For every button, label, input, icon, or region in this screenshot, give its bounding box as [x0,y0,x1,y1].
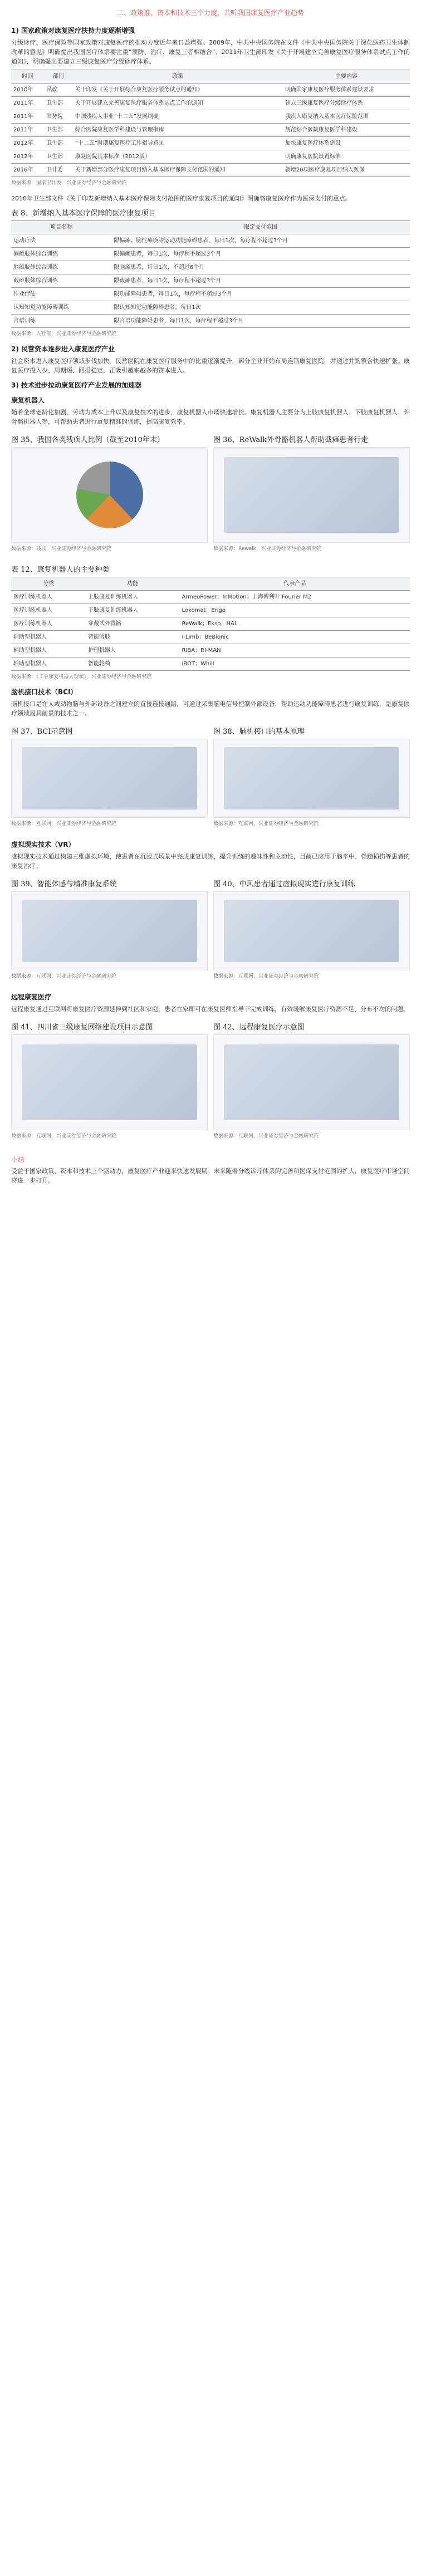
table-cell: 卫生部 [44,150,73,164]
table-cell: 卫计委 [44,164,73,177]
remote-text: 远程康复通过互联网将康复医疗资源延伸到社区和家庭，患者在家即可在康复医师指导下完成训练，有效缓解康复医疗资源不足、分布不均的问题。 [11,1005,409,1013]
col-item: 项目名称 [11,221,111,234]
table-cell: 2012年 [11,150,44,164]
fig41-source: 数据来源：互联网，兴业证券经济与金融研究院 [11,1134,117,1139]
robot-type-row [11,644,410,658]
table-cell: 智能轮椅 [86,658,179,671]
table-cell: 新增20项医疗康复项目纳入医保 [283,164,410,177]
rehab-item-row [11,288,410,301]
fig42-source: 数据来源：互联网，兴业证券经济与金融研究院 [213,1134,319,1139]
table-cell: 言语训练 [11,315,111,328]
table-cell: RIBA；RI-MAN [180,644,410,658]
table-cell: 卫生部 [44,124,73,137]
col-content: 主要内容 [283,70,410,84]
bci-diagram [213,739,410,818]
pie-graphic [76,462,143,528]
table-cell: 关于开展建立完善康复医疗服务体系试点工作的通知 [73,97,283,110]
table2-source: 数据来源：人社部，兴业证券经济与金融研究院 [11,331,117,337]
table-cell: 截瘫肢体综合训练 [11,274,111,288]
policy-para2: 2016年卫生部文件《关于印发新增纳入基本医疗保障支付范围的医疗康复项目的通知》明确将康复医疗作为医保支付的重点。 [11,195,351,202]
table-cell: 下肢康复训练机器人 [86,604,179,617]
table-cell: 规范综合医院康复医学科建设 [283,124,410,137]
page-title: 二、政策推、资本和技术三个力度，共听我国康复医疗产业趋势 [116,9,304,17]
table-cell: “十二五”时期康复医疗工作指导意见 [73,137,283,150]
table-cell: 国务院 [44,110,73,124]
vr-training-photo [213,891,410,970]
table12-caption: 表 12、康复机器人的主要种类 [11,566,110,574]
robot-type-row [11,658,410,671]
robot-type-row [11,617,410,631]
table-cell: 2012年 [11,137,44,150]
fig39-caption: 图 39、智能体感与精准康复系统 [11,880,117,889]
policy-row [11,150,410,164]
table-cell: 限功能障碍患者，每日1次，每疗程不超过3个月 [111,288,410,301]
table12-source: 数据来源：《工业康复机器人现状》，兴业证券经济与金融研究院 [11,674,152,680]
table-cell: 残疾人康复纳入基本医疗保险范围 [283,110,410,124]
table-cell: 脑瘫肢体综合训练 [11,261,111,274]
table-cell: 中国残疾人事业“十二五”发展纲要 [73,110,283,124]
table-cell: 加快康复医疗体系建设 [283,137,410,150]
table-cell: 偏瘫肢体综合训练 [11,248,111,261]
table-cell: 医疗训练机器人 [11,604,86,617]
table-cell: 运动疗法 [11,234,111,248]
robot-type-row [11,591,410,604]
table-cell: 护理机器人 [86,644,179,658]
table-cell: 限认知知觉功能障碍患者，每日1次 [111,301,410,315]
table-cell: 认知知觉功能障碍训练 [11,301,111,315]
col-dept: 部门 [44,70,73,84]
fig37-caption: 图 37、BCI示意图 [11,728,73,736]
table-cell: ReWalk；Ekso；HAL [180,617,410,631]
fig35-caption: 图 35、我国各类残疾人比例（截至2010年末） [11,436,164,444]
policy-row [11,84,410,97]
policy-row [11,97,410,110]
table-cell: iBOT；Whill [180,658,410,671]
remote-rehab-photo [213,1034,410,1130]
table-cell: 2011年 [11,110,44,124]
table-cell: 限言语功能障碍患者，每日1次，每疗程不超过3个月 [111,315,410,328]
fig36-caption: 图 36、ReWalk外骨骼机器人帮助截瘫患者行走 [213,436,369,444]
policy-table-source: 数据来源：国家卫计委，兴业证券经济与金融研究院 [11,180,127,186]
rehab-item-row [11,301,410,315]
vr-text: 虚拟现实技术通过构建三维虚拟环境，使患者在沉浸式场景中完成康复训练，提升训练的趣味性和主动性，目前已应用于脑卒中、脊髓损伤等患者的康复治疗。 [11,853,410,870]
fig36-source: 数据来源：Rewalk，兴业证券经济与金融研究院 [213,546,321,552]
table-cell: 关于印发《关于开展综合康复医疗服务试点的通知》 [73,84,283,97]
rehab-item-row [11,261,410,274]
table-cell: 限截瘫患者，每日1次，每疗程不超过3个月 [111,274,410,288]
bci-heading: 脑机接口技术（BCI） [11,688,77,696]
capital-text: 社会资本进入康复医疗领域步伐加快。民营医院在康复医疗服务中的比重逐渐提升，部分企业开始布局连锁康复医院，并通过并购整合快速扩张。康复医疗投入少、周期短、回报稳定，正吸引越来越多的资本进入。 [11,357,410,374]
fig42-caption: 图 42、远程康复医疗示意图 [213,1023,305,1032]
col-time: 时间 [11,70,44,84]
robot-type-row [11,631,410,644]
disability-pie-chart [11,447,208,543]
table-cell: 医疗训练机器人 [11,591,86,604]
fig38-source: 数据来源：互联网，兴业证券经济与金融研究院 [213,821,319,827]
table-cell: 辅助型机器人 [11,631,86,644]
tech-heading: 3) 技术进步拉动康复医疗产业发展的加速器 [11,381,142,389]
fig40-source: 数据来源：互联网，兴业证券经济与金融研究院 [213,974,319,979]
robot-types-table [11,577,410,671]
table-cell: 作业疗法 [11,288,111,301]
table-cell: 综合医院康复医学科建设与管理指南 [73,124,283,137]
fig41-caption: 图 41、四川省三级康复网络建设项目示意图 [11,1023,153,1032]
policy-row [11,110,410,124]
policy-row [11,137,410,150]
col-category: 分类 [11,577,86,591]
bci-text: 脑机接口是在人或动物脑与外部设备之间建立的直接连接通路，可通过采集脑电信号控制外部设备，帮助运动功能障碍患者进行康复训练，是康复医疗领域最具前景的技术之一。 [11,700,410,717]
bci-photo [11,739,208,818]
table-cell: 2011年 [11,124,44,137]
table-cell: 2016年 [11,164,44,177]
vr-heading: 虚拟现实技术（VR） [11,841,75,848]
robot-text: 随着全球老龄化加剧、劳动力成本上升以及康复技术的进步，康复机器人市场快速增长。康复机器人主要分为上肢康复机器人、下肢康复机器人、外骨骼机器人等，可帮助患者进行重复精准的训练，提高康复效率。 [11,409,410,425]
summary-text: 受益于国家政策、资本和技术三个驱动力，康复医疗产业迎来快速发展期。未来随着分级诊疗体系的完善和医保支付范围的扩大，康复医疗市场空间将进一步打开。 [11,1167,410,1184]
fig39-source: 数据来源：互联网，兴业证券经济与金融研究院 [11,974,117,979]
table-cell: 关于新增部分医疗康复项目纳入基本医疗保障支付范围的通知 [73,164,283,177]
table-cell: 上肢康复训练机器人 [86,591,179,604]
rehab-item-row [11,315,410,328]
policy-row [11,124,410,137]
fig35-source: 数据来源：残联，兴业证券经济与金融研究院 [11,546,112,552]
col-scope: 限定支付范围 [111,221,410,234]
rehab-item-row [11,234,410,248]
table-cell: 明确国家康复医疗服务体系建设要求 [283,84,410,97]
fig38-caption: 图 38、脑机接口的基本原理 [213,728,305,736]
table-cell: 穿戴式外骨骼 [86,617,179,631]
col-products: 代表产品 [180,577,410,591]
table-cell: 限脑瘫患者，每日1次，不超过6个月 [111,261,410,274]
col-function: 功能 [86,577,179,591]
vr-system-photo [11,891,208,970]
table-cell: 辅助型机器人 [11,658,86,671]
fig40-caption: 图 40、中风患者通过虚拟现实进行康复训练 [213,880,355,889]
table-cell: 2011年 [11,97,44,110]
network-diagram [11,1034,208,1130]
table-cell: 建立三级康复医疗分级诊疗体系 [283,97,410,110]
col-policy: 政策 [73,70,283,84]
remote-heading: 远程康复医疗 [11,993,52,1001]
rehab-items-table [11,220,410,328]
rewalk-photo [213,447,410,543]
robot-type-row [11,604,410,617]
table-cell: 卫生部 [44,97,73,110]
policy-table [11,70,410,177]
robot-heading: 康复机器人 [11,396,45,404]
table-cell: 限偏瘫、脑性瘫痪等运动功能障碍患者，每日1次，每疗程不超过3个月 [111,234,410,248]
table-cell: ArmeoPower；InMotion；上海傅利叶 Fourier M2 [180,591,410,604]
table2-caption: 表 8、新增纳入基本医疗保障的医疗康复项目 [11,209,156,218]
table-cell: 辅助型机器人 [11,644,86,658]
table-cell: 明确康复医院设置标准 [283,150,410,164]
rehab-item-row [11,248,410,261]
table-cell: 民政 [44,84,73,97]
fig37-source: 数据来源：互联网，兴业证券经济与金融研究院 [11,821,117,827]
policy-intro: 分级诊疗、医疗保险等国家政策对康复医疗的推动力度近年来日益增强。2009年，中共中央国务院在文件《中共中央国务院关于深化医药卫生体制改革的意见》明确提出我国医疗体系要注重“预防、治疗、康复三者相结合”；2011年卫生部印发《关于开展建立完善康复医疗服务体系试点工作的通知》，明确提出要建立三级康复医疗分级诊疗体系。 [11,39,410,65]
policy-section [11,26,410,1147]
capital-heading: 2) 民营资本逐步进入康复医疗产业 [11,345,115,353]
table-cell: 医疗训练机器人 [11,617,86,631]
policy-heading: 1) 国家政策对康复医疗扶持力度逐渐增强 [11,27,135,35]
table-cell: 限偏瘫患者，每日1次，每疗程不超过3个月 [111,248,410,261]
table-cell: 康复医院基本标准（2012版） [73,150,283,164]
rehab-item-row [11,274,410,288]
policy-row [11,164,410,177]
table-cell: Lokomat；Erigo [180,604,410,617]
summary-title: 小结 [11,1156,25,1164]
table-cell: 2010年 [11,84,44,97]
table-cell: 卫生部 [44,137,73,150]
table-cell: i-Limb；BeBionic [180,631,410,644]
table-cell: 智能假肢 [86,631,179,644]
